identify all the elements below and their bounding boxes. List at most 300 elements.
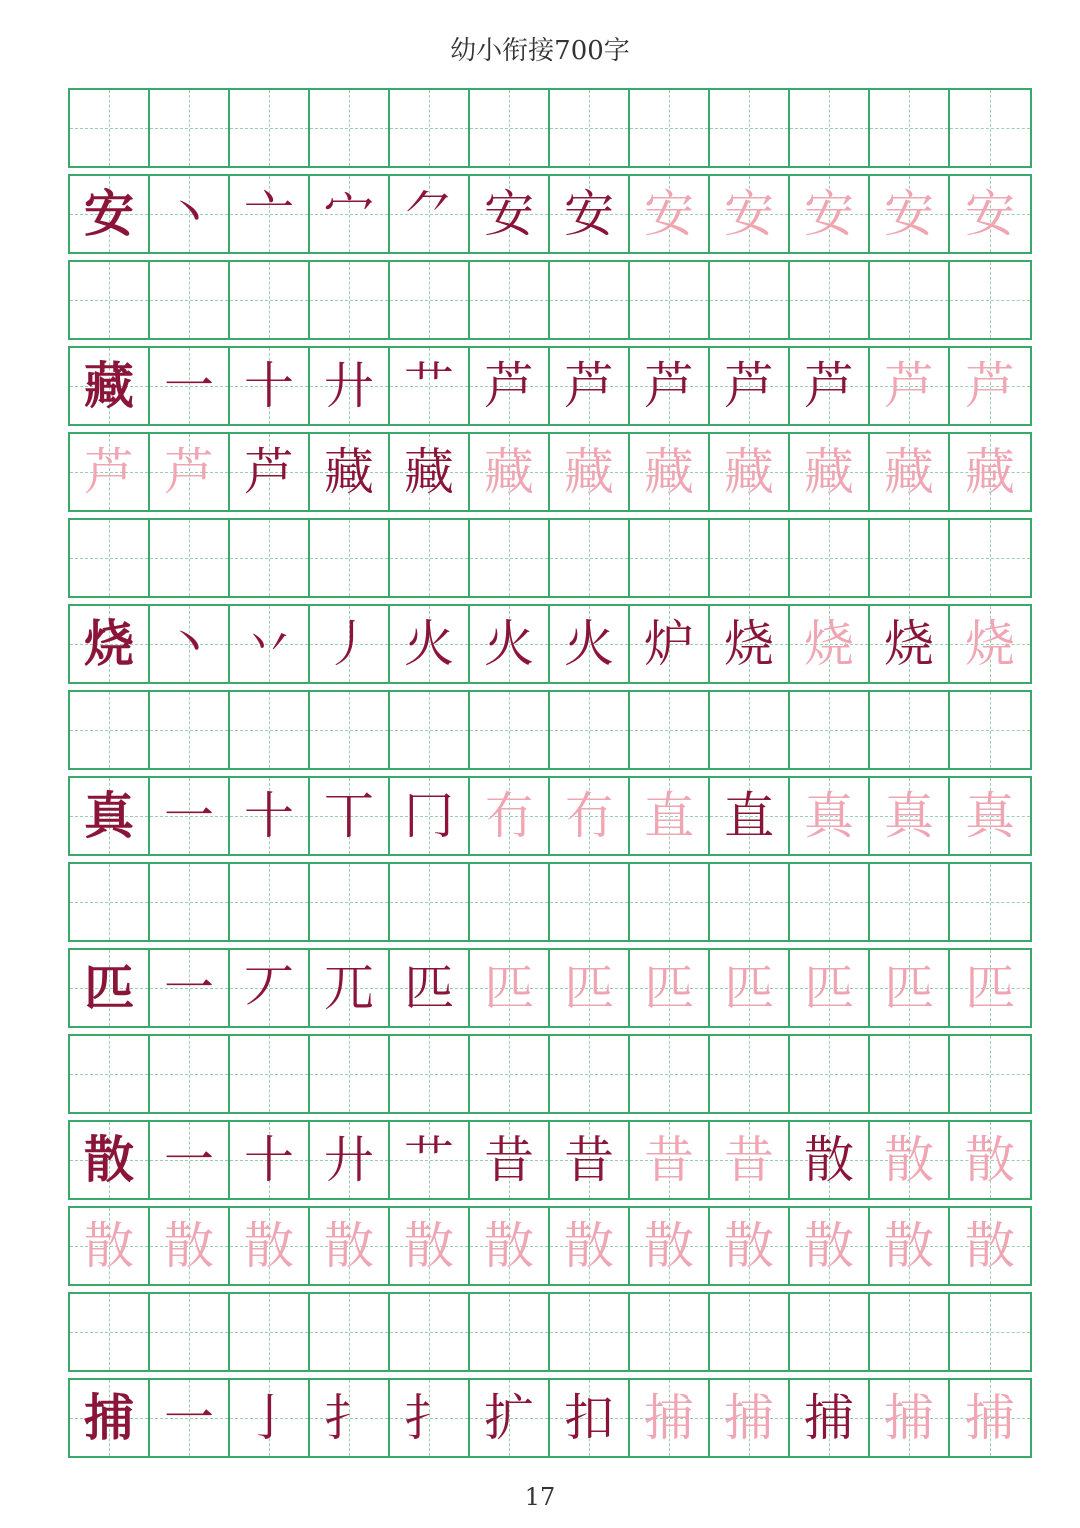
grid-cell	[950, 1122, 1030, 1198]
stroke-step-character: 捕	[804, 1389, 854, 1447]
grid-cell	[950, 1294, 1030, 1370]
grid-cell	[150, 520, 230, 596]
stroke-order-row	[68, 1206, 1032, 1286]
blank-practice-row	[68, 1034, 1032, 1114]
grid-cell	[70, 348, 150, 424]
grid-cell	[150, 176, 230, 252]
stroke-step-character: 藏	[884, 443, 934, 501]
grid-cell	[470, 1380, 550, 1456]
grid-cell	[710, 1380, 790, 1456]
grid-cell	[550, 950, 630, 1026]
stroke-step-character: 宀	[324, 185, 374, 243]
stroke-step-character: 散	[564, 1217, 614, 1275]
stroke-step-character: 安	[564, 185, 614, 243]
grid-cell	[230, 950, 310, 1026]
grid-cell	[310, 90, 390, 166]
stroke-step-character: 扌	[404, 1389, 454, 1447]
stroke-step-character: 散	[84, 1217, 134, 1275]
grid-cell	[550, 262, 630, 338]
stroke-step-character: 散	[884, 1217, 934, 1275]
grid-cell	[710, 1294, 790, 1370]
stroke-step-character: 扩	[484, 1389, 534, 1447]
grid-cell	[230, 90, 310, 166]
grid-cell	[230, 864, 310, 940]
stroke-order-row	[68, 604, 1032, 684]
grid-cell	[150, 1294, 230, 1370]
grid-cell	[950, 348, 1030, 424]
stroke-step-character: 安	[484, 185, 534, 243]
stroke-step-character: 捕	[884, 1389, 934, 1447]
grid-cell	[630, 434, 710, 510]
stroke-step-character: 安	[884, 185, 934, 243]
grid-cell	[950, 864, 1030, 940]
stroke-step-character: 真	[965, 787, 1015, 845]
grid-cell	[870, 1208, 950, 1284]
stroke-step-character: 散	[484, 1217, 534, 1275]
grid-cell	[390, 1294, 470, 1370]
stroke-step-character: 散	[244, 1217, 294, 1275]
stroke-order-row	[68, 432, 1032, 512]
blank-practice-row	[68, 518, 1032, 598]
grid-cell	[550, 606, 630, 682]
grid-cell	[230, 176, 310, 252]
grid-cell	[470, 1294, 550, 1370]
stroke-step-character: 藏	[804, 443, 854, 501]
stroke-order-row	[68, 776, 1032, 856]
stroke-step-character: 冇	[564, 787, 614, 845]
grid-cell	[70, 1294, 150, 1370]
stroke-step-character: 安	[804, 185, 854, 243]
grid-cell	[630, 1294, 710, 1370]
grid-cell	[310, 692, 390, 768]
grid-cell	[630, 262, 710, 338]
grid-cell	[630, 864, 710, 940]
blank-practice-row	[68, 88, 1032, 168]
stroke-step-character: 艹	[404, 1131, 454, 1189]
stroke-step-character: 散	[965, 1131, 1015, 1189]
stroke-step-character: 芦	[965, 357, 1015, 415]
grid-cell	[550, 90, 630, 166]
grid-cell	[630, 1208, 710, 1284]
stroke-step-character: 亠	[244, 185, 294, 243]
stroke-step-character: 芦	[804, 357, 854, 415]
grid-cell	[630, 950, 710, 1026]
grid-cell	[710, 1122, 790, 1198]
grid-cell	[710, 864, 790, 940]
target-character: 藏	[84, 356, 134, 415]
stroke-step-character: 昔	[724, 1131, 774, 1189]
grid-cell	[550, 1036, 630, 1112]
target-character: 烧	[84, 614, 134, 673]
grid-cell	[390, 434, 470, 510]
grid-cell	[710, 90, 790, 166]
stroke-step-character: 匹	[564, 959, 614, 1017]
stroke-step-character: 艹	[404, 357, 454, 415]
grid-cell	[790, 606, 870, 682]
grid-cell	[230, 1208, 310, 1284]
grid-cell	[630, 520, 710, 596]
grid-cell	[150, 434, 230, 510]
grid-cell	[790, 348, 870, 424]
grid-cell	[470, 262, 550, 338]
stroke-step-character: 火	[564, 615, 614, 673]
grid-cell	[550, 1208, 630, 1284]
grid-cell	[710, 778, 790, 854]
target-character: 匹	[84, 958, 134, 1017]
grid-cell	[870, 1294, 950, 1370]
grid-cell	[390, 1208, 470, 1284]
grid-cell	[470, 778, 550, 854]
grid-cell	[150, 1380, 230, 1456]
grid-cell	[390, 950, 470, 1026]
grid-cell	[550, 520, 630, 596]
stroke-step-character: 丿	[324, 615, 374, 673]
stroke-step-character: 匹	[484, 959, 534, 1017]
grid-cell	[390, 864, 470, 940]
grid-cell	[70, 692, 150, 768]
grid-cell	[790, 864, 870, 940]
grid-cell	[950, 950, 1030, 1026]
stroke-step-character: 一	[164, 357, 214, 415]
grid-cell	[470, 1036, 550, 1112]
grid-cell	[870, 692, 950, 768]
grid-cell	[870, 90, 950, 166]
stroke-step-character: 亅	[244, 1389, 294, 1447]
stroke-step-character: 丶	[164, 615, 214, 673]
grid-cell	[230, 348, 310, 424]
stroke-step-character: 一	[164, 959, 214, 1017]
grid-cell	[470, 692, 550, 768]
grid-cell	[870, 606, 950, 682]
grid-cell	[790, 1208, 870, 1284]
stroke-step-character: 兀	[324, 959, 374, 1017]
stroke-step-character: 藏	[324, 443, 374, 501]
grid-cell	[950, 692, 1030, 768]
grid-cell	[790, 262, 870, 338]
stroke-step-character: 散	[804, 1217, 854, 1275]
stroke-step-character: 十	[244, 357, 294, 415]
target-character: 安	[84, 184, 134, 243]
grid-cell	[710, 606, 790, 682]
stroke-step-character: 一	[164, 787, 214, 845]
stroke-step-character: 廾	[324, 1131, 374, 1189]
grid-cell	[150, 606, 230, 682]
grid-cell	[230, 1294, 310, 1370]
stroke-step-character: 芦	[164, 443, 214, 501]
grid-cell	[310, 1208, 390, 1284]
grid-cell	[150, 778, 230, 854]
grid-cell	[950, 606, 1030, 682]
stroke-step-character: 直	[644, 787, 694, 845]
stroke-step-character: 一	[164, 1389, 214, 1447]
grid-cell	[390, 692, 470, 768]
stroke-step-character: 真	[884, 787, 934, 845]
grid-cell	[70, 434, 150, 510]
grid-cell	[710, 262, 790, 338]
grid-cell	[790, 1122, 870, 1198]
grid-cell	[870, 520, 950, 596]
grid-cell	[70, 864, 150, 940]
stroke-step-character: 芦	[244, 443, 294, 501]
grid-cell	[710, 176, 790, 252]
grid-cell	[470, 520, 550, 596]
stroke-step-character: 炉	[644, 615, 694, 673]
stroke-step-character: 散	[965, 1217, 1015, 1275]
grid-cell	[790, 1294, 870, 1370]
stroke-step-character: 散	[804, 1131, 854, 1189]
grid-cell	[630, 1122, 710, 1198]
stroke-step-character: 匹	[965, 959, 1015, 1017]
stroke-step-character: 藏	[564, 443, 614, 501]
stroke-step-character: 安	[965, 185, 1015, 243]
grid-cell	[390, 348, 470, 424]
stroke-step-character: 散	[884, 1131, 934, 1189]
grid-cell	[710, 1036, 790, 1112]
grid-cell	[550, 864, 630, 940]
stroke-step-character: 烧	[965, 615, 1015, 673]
stroke-step-character: 匹	[724, 959, 774, 1017]
grid-cell	[550, 1122, 630, 1198]
stroke-step-character: 匹	[804, 959, 854, 1017]
grid-cell	[790, 692, 870, 768]
stroke-step-character: 十	[244, 787, 294, 845]
stroke-step-character: 藏	[724, 443, 774, 501]
page-number: 17	[524, 1483, 556, 1511]
stroke-step-character: 匹	[404, 959, 454, 1017]
grid-cell	[870, 348, 950, 424]
stroke-step-character: 火	[484, 615, 534, 673]
stroke-step-character: 安	[724, 185, 774, 243]
grid-cell	[630, 778, 710, 854]
grid-cell	[870, 1122, 950, 1198]
stroke-step-character: 丷	[244, 615, 294, 673]
grid-cell	[790, 90, 870, 166]
grid-cell	[150, 1036, 230, 1112]
grid-cell	[230, 778, 310, 854]
stroke-step-character: 烧	[884, 615, 934, 673]
grid-cell	[630, 348, 710, 424]
grid-cell	[870, 950, 950, 1026]
grid-cell	[470, 606, 550, 682]
grid-cell	[950, 778, 1030, 854]
grid-cell	[870, 1036, 950, 1112]
grid-cell	[950, 1036, 1030, 1112]
grid-cell	[230, 1036, 310, 1112]
stroke-step-character: 散	[644, 1217, 694, 1275]
stroke-step-character: 芦	[724, 357, 774, 415]
grid-cell	[710, 520, 790, 596]
grid-cell	[390, 262, 470, 338]
grid-cell	[70, 520, 150, 596]
stroke-step-character: 散	[324, 1217, 374, 1275]
grid-cell	[310, 262, 390, 338]
blank-practice-row	[68, 1292, 1032, 1372]
stroke-step-character: 真	[804, 787, 854, 845]
grid-cell	[950, 520, 1030, 596]
stroke-step-character: 匹	[884, 959, 934, 1017]
grid-cell	[230, 434, 310, 510]
stroke-step-character: 十	[244, 1131, 294, 1189]
grid-cell	[310, 778, 390, 854]
grid-cell	[710, 950, 790, 1026]
grid-cell	[150, 348, 230, 424]
stroke-order-row	[68, 1120, 1032, 1200]
stroke-step-character: 芦	[84, 443, 134, 501]
grid-cell	[550, 1294, 630, 1370]
grid-cell	[470, 864, 550, 940]
grid-cell	[550, 692, 630, 768]
grid-cell	[150, 90, 230, 166]
grid-cell	[710, 692, 790, 768]
grid-cell	[630, 692, 710, 768]
grid-cell	[950, 434, 1030, 510]
grid-cell	[550, 1380, 630, 1456]
grid-cell	[950, 176, 1030, 252]
grid-cell	[470, 1208, 550, 1284]
grid-cell	[710, 348, 790, 424]
grid-cell	[150, 864, 230, 940]
grid-cell	[470, 176, 550, 252]
grid-cell	[310, 1036, 390, 1112]
target-character: 散	[84, 1130, 134, 1189]
grid-cell	[230, 692, 310, 768]
grid-cell	[390, 606, 470, 682]
grid-cell	[710, 434, 790, 510]
grid-cell	[70, 606, 150, 682]
target-character: 真	[84, 786, 134, 845]
stroke-step-character: 安	[644, 185, 694, 243]
grid-cell	[310, 950, 390, 1026]
grid-cell	[70, 1380, 150, 1456]
grid-cell	[310, 348, 390, 424]
grid-cell	[70, 950, 150, 1026]
grid-cell	[550, 348, 630, 424]
stroke-step-character: 芦	[484, 357, 534, 415]
grid-cell	[310, 606, 390, 682]
grid-cell	[390, 176, 470, 252]
grid-cell	[790, 778, 870, 854]
grid-cell	[390, 1122, 470, 1198]
stroke-order-row	[68, 948, 1032, 1028]
stroke-step-character: 烧	[804, 615, 854, 673]
grid-cell	[630, 90, 710, 166]
stroke-step-character: 芦	[564, 357, 614, 415]
stroke-step-character: 昔	[564, 1131, 614, 1189]
grid-cell	[150, 950, 230, 1026]
grid-cell	[790, 176, 870, 252]
stroke-step-character: 芦	[884, 357, 934, 415]
stroke-step-character: 火	[404, 615, 454, 673]
stroke-step-character: 捕	[965, 1389, 1015, 1447]
stroke-step-character: 扣	[564, 1389, 614, 1447]
grid-cell	[150, 1122, 230, 1198]
stroke-step-character: 烧	[724, 615, 774, 673]
grid-cell	[70, 1208, 150, 1284]
stroke-step-character: 散	[164, 1217, 214, 1275]
grid-cell	[550, 778, 630, 854]
stroke-step-character: 芦	[644, 357, 694, 415]
grid-cell	[470, 950, 550, 1026]
writing-grid	[68, 88, 1032, 1464]
grid-cell	[70, 1036, 150, 1112]
grid-cell	[230, 606, 310, 682]
stroke-step-character: 昔	[644, 1131, 694, 1189]
grid-cell	[230, 1122, 310, 1198]
stroke-order-row	[68, 174, 1032, 254]
grid-cell	[790, 520, 870, 596]
grid-cell	[310, 1294, 390, 1370]
stroke-step-character: 一	[164, 1131, 214, 1189]
grid-cell	[310, 864, 390, 940]
stroke-step-character: 冇	[484, 787, 534, 845]
grid-cell	[870, 262, 950, 338]
grid-cell	[870, 778, 950, 854]
grid-cell	[150, 692, 230, 768]
grid-cell	[630, 1036, 710, 1112]
stroke-step-character: 散	[724, 1217, 774, 1275]
stroke-step-character: 捕	[724, 1389, 774, 1447]
grid-cell	[790, 434, 870, 510]
grid-cell	[390, 520, 470, 596]
grid-cell	[230, 520, 310, 596]
grid-cell	[630, 606, 710, 682]
stroke-step-character: 藏	[404, 443, 454, 501]
stroke-step-character: 藏	[965, 443, 1015, 501]
grid-cell	[790, 1036, 870, 1112]
grid-cell	[150, 262, 230, 338]
grid-cell	[230, 262, 310, 338]
grid-cell	[790, 950, 870, 1026]
stroke-step-character: 丆	[244, 959, 294, 1017]
grid-cell	[870, 864, 950, 940]
grid-cell	[630, 1380, 710, 1456]
grid-cell	[390, 778, 470, 854]
stroke-step-character: 捕	[644, 1389, 694, 1447]
grid-cell	[150, 1208, 230, 1284]
grid-cell	[70, 778, 150, 854]
stroke-step-character: 丅	[324, 787, 374, 845]
stroke-step-character: 扌	[324, 1389, 374, 1447]
grid-cell	[870, 434, 950, 510]
grid-cell	[310, 176, 390, 252]
grid-cell	[470, 348, 550, 424]
stroke-step-character: 昔	[484, 1131, 534, 1189]
grid-cell	[470, 90, 550, 166]
grid-cell	[390, 1036, 470, 1112]
grid-cell	[310, 434, 390, 510]
stroke-step-character: 散	[404, 1217, 454, 1275]
grid-cell	[390, 1380, 470, 1456]
stroke-step-character: ⺈	[404, 185, 454, 243]
grid-cell	[550, 176, 630, 252]
grid-cell	[230, 1380, 310, 1456]
stroke-step-character: 丶	[164, 185, 214, 243]
stroke-step-character: 直	[724, 787, 774, 845]
page-title: 幼小衔接700字	[450, 36, 630, 66]
stroke-order-row	[68, 346, 1032, 426]
grid-cell	[870, 1380, 950, 1456]
grid-cell	[310, 1380, 390, 1456]
stroke-order-row	[68, 1378, 1032, 1458]
blank-practice-row	[68, 260, 1032, 340]
blank-practice-row	[68, 862, 1032, 942]
grid-cell	[870, 176, 950, 252]
stroke-step-character: 藏	[644, 443, 694, 501]
stroke-step-character: 冂	[404, 787, 454, 845]
grid-cell	[70, 1122, 150, 1198]
grid-cell	[70, 262, 150, 338]
grid-cell	[310, 520, 390, 596]
